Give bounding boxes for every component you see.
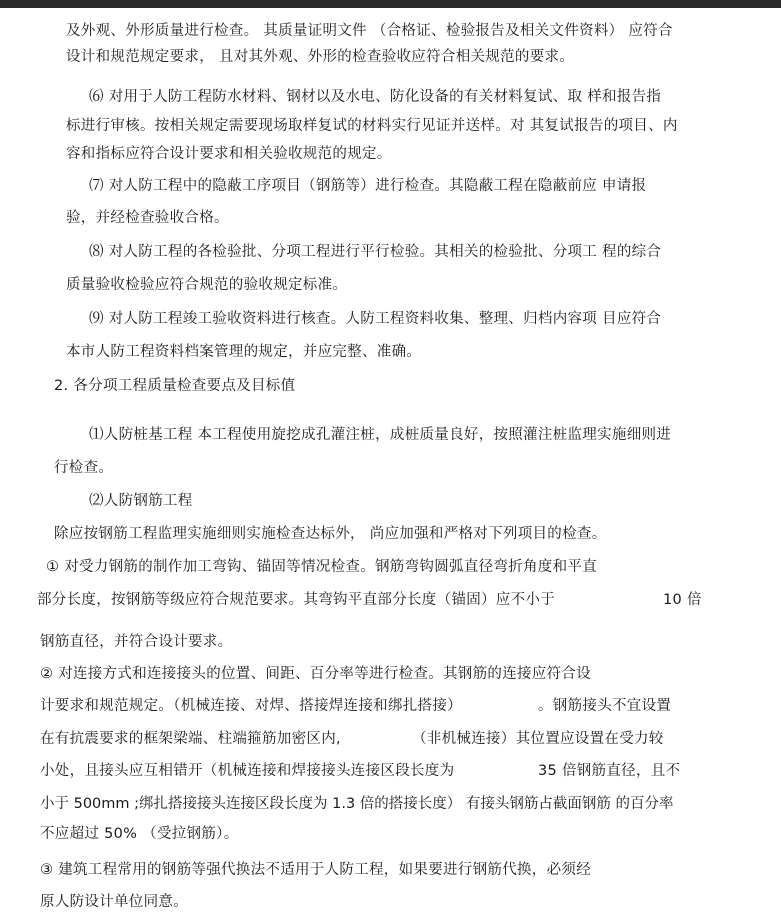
text-line: ① 对受力钢筋的制作加工弯钩、锚固等情况检查。钢筋弯钩圆弧直径弯折角度和平直 [46, 559, 598, 575]
text-line: ⑼ 对人防工程竣工验收资料进行核查。人防工程资料收集、整理、归档内容项 目应符合 [89, 311, 662, 327]
text-line: 35 倍钢筋直径，且不 [538, 763, 681, 779]
text-line: 标进行审核。按相关规定需要现场取样复试的材料实行见证并送样。对 其复试报告的项目、内 [66, 118, 678, 134]
text-line: 原人防设计单位同意。 [40, 894, 188, 910]
text-line: 部分长度，按钢筋等级应符合规范要求。其弯钩平直部分长度（锚固）应不小于 [37, 592, 555, 608]
subsection-heading: ⑵人防钢筋工程 [89, 493, 193, 509]
text-line: ⑹ 对用于人防工程防水材料、钢材以及水电、防化设备的有关材料复试、取 样和报告指 [89, 89, 662, 105]
text-line: 容和指标应符合设计要求和相关验收规范的规定。 [66, 146, 392, 162]
text-line: 本市人防工程资料档案管理的规定，并应完整、准确。 [66, 344, 422, 360]
text-line: 行检查。 [54, 460, 114, 476]
text-line: 及外观、外形质量进行检查。 其质量证明文件 （合格证、检验报告及相关文件资料） 应符合 [66, 23, 673, 39]
text-line: ⑺ 对人防工程中的隐蔽工序项目（钢筋等）进行检查。其隐蔽工程在隐蔽前应 申请报 [89, 178, 647, 194]
text-line: 钢筋直径，并符合设计要求。 [40, 634, 233, 650]
text-line: 小于 500mm ;绑扎搭接接头连接区段长度为 1.3 倍的搭接长度） 有接头钢筋占截面钢筋 的百分率 [40, 796, 674, 812]
text-line: 验，并经检查验收合格。 [66, 210, 229, 226]
top-border-bar [0, 0, 781, 8]
text-line: ② 对连接方式和连接接头的位置、间距、百分率等进行检查。其钢筋的连接应符合设 [40, 666, 592, 682]
text-line: 计要求和规范规定。（机械连接、对焊、搭接焊连接和绑扎搭接） [40, 698, 462, 714]
text-line: 设计和规范规定要求， 且对其外观、外形的检查验收应符合相关规范的要求。 [66, 49, 575, 65]
text-line: ③ 建筑工程常用的钢筋等强代换法不适用于人防工程，如果要进行钢筋代换，必须经 [40, 862, 592, 878]
text-line: 在有抗震要求的框架梁端、柱端箍筋加密区内, [40, 731, 341, 747]
text-line: 。钢筋接头不宜设置 [538, 698, 672, 714]
section-heading: 2. 各分项工程质量检查要点及目标值 [54, 378, 296, 394]
text-line: （非机械连接）其位置应设置在受力较 [412, 731, 664, 747]
text-line: 10 倍 [663, 592, 702, 608]
text-line: 不应超过 50% （受拉钢筋）。 [40, 826, 239, 842]
text-line: 小处，且接头应互相错开（机械连接和焊接接头连接区段长度为 [40, 763, 455, 779]
text-line: 除应按钢筋工程监理实施细则实施检查达标外， 尚应加强和严格对下列项目的检查。 [54, 526, 607, 542]
text-line: ⑻ 对人防工程的各检验批、分项工程进行平行检验。其相关的检验批、分项工 程的综合 [89, 244, 662, 260]
text-line: ⑴人防桩基工程 本工程使用旋挖成孔灌注桩，成桩质量良好，按照灌注桩监理实施细则进 [89, 427, 672, 443]
text-line: 质量验收检验应符合规范的验收规定标准。 [66, 277, 348, 293]
